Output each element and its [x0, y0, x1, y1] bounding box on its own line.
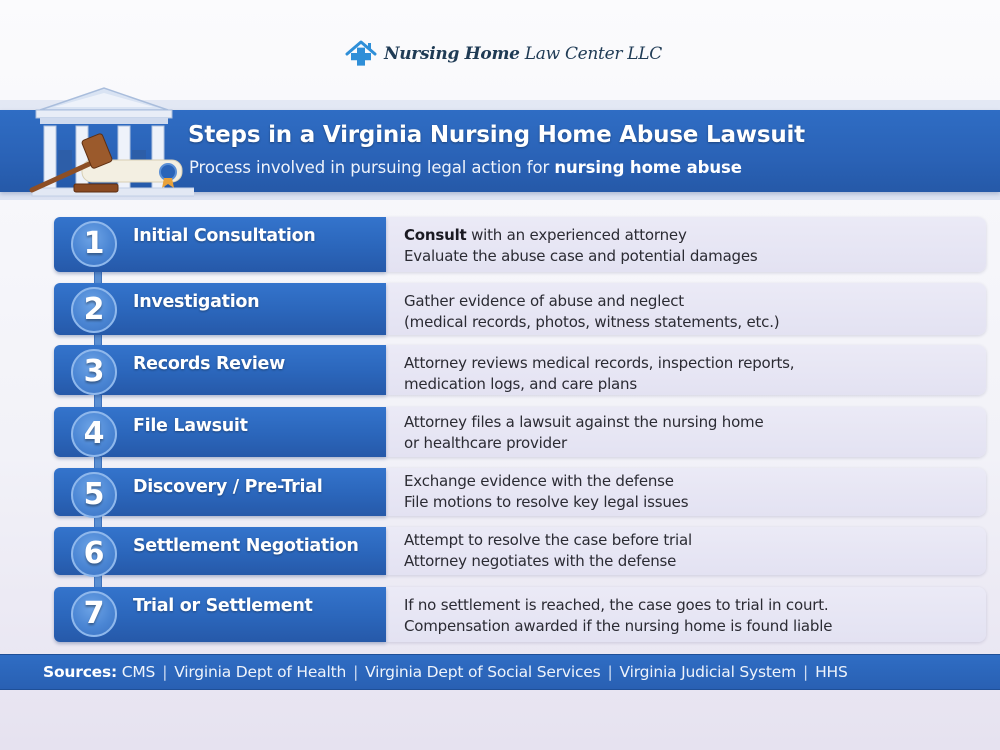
step-description [386, 217, 986, 272]
separator: | [353, 663, 359, 681]
step-row [54, 217, 986, 272]
step-number-badge: 6 [71, 531, 117, 577]
step-number-badge: 2 [71, 287, 117, 333]
step-description-line: Exchange evidence with the defense [404, 472, 674, 490]
step-header [54, 217, 386, 272]
step-description-line: Attorney files a lawsuit against the nursing home [404, 413, 764, 431]
step-row [54, 283, 986, 335]
page-title: Steps in a Virginia Nursing Home Abuse Lawsuit [188, 122, 805, 148]
step-description [386, 283, 986, 335]
step-description-line: (medical records, photos, witness statements, etc.) [404, 313, 780, 331]
step-description [386, 407, 986, 457]
step-row [54, 468, 986, 516]
step-title: Initial Consultation [133, 226, 316, 246]
step-description-line: medication logs, and care plans [404, 375, 637, 393]
source-item: HHS [815, 663, 848, 681]
step-title: File Lawsuit [133, 416, 248, 436]
step-title: Settlement Negotiation [133, 536, 359, 556]
step-row [54, 345, 986, 395]
step-title: Records Review [133, 354, 285, 374]
step-header [54, 345, 386, 395]
step-header [54, 468, 386, 516]
source-item: Virginia Dept of Health [174, 663, 347, 681]
step-description-line: or healthcare provider [404, 434, 567, 452]
step-number-badge: 3 [71, 349, 117, 395]
step-description-line: Compensation awarded if the nursing home is found liable [404, 617, 833, 635]
step-description [386, 527, 986, 575]
step-description [386, 587, 986, 642]
step-title: Trial or Settlement [133, 596, 313, 616]
brand-logo [344, 36, 662, 72]
source-item: Virginia Judicial System [619, 663, 797, 681]
step-header [54, 527, 386, 575]
separator: | [607, 663, 613, 681]
house-medical-cross-icon [344, 37, 378, 71]
sources-bar [0, 654, 1000, 690]
source-item: Virginia Dept of Social Services [365, 663, 601, 681]
step-description-line: Attorney reviews medical records, inspection reports, [404, 354, 795, 372]
step-row [54, 527, 986, 575]
sources-list: Sources: CMS | Virginia Dept of Health | Virginia Dept of Social Services | Virginia Judicial System | HHS [43, 663, 848, 681]
step-number-badge: 7 [71, 591, 117, 637]
source-item: CMS [121, 663, 156, 681]
step-number-badge: 4 [71, 411, 117, 457]
step-description-line: Consult with an experienced attorney [404, 226, 687, 244]
step-description-line: Evaluate the abuse case and potential damages [404, 247, 758, 265]
step-description-line: File motions to resolve key legal issues [404, 493, 689, 511]
step-number-badge: 1 [71, 221, 117, 267]
step-description-line: Gather evidence of abuse and neglect [404, 292, 684, 310]
step-description-line: Attorney negotiates with the defense [404, 552, 677, 570]
step-header [54, 283, 386, 335]
step-row [54, 587, 986, 642]
step-row [54, 407, 986, 457]
step-description-line: Attempt to resolve the case before trial [404, 531, 692, 549]
separator: | [803, 663, 809, 681]
step-header [54, 407, 386, 457]
separator: | [162, 663, 168, 681]
step-description [386, 345, 986, 395]
step-title: Discovery / Pre-Trial [133, 477, 323, 497]
brand-name: Nursing Home Law Center LLC [384, 44, 662, 64]
step-title: Investigation [133, 292, 260, 312]
step-description-line: If no settlement is reached, the case goes to trial in court. [404, 596, 829, 614]
step-number-badge: 5 [71, 472, 117, 518]
courthouse-gavel-scroll-icon [14, 84, 194, 204]
step-description [386, 468, 986, 516]
step-header [54, 587, 386, 642]
page-subtitle: Process involved in pursuing legal action for nursing home abuse [189, 158, 742, 177]
